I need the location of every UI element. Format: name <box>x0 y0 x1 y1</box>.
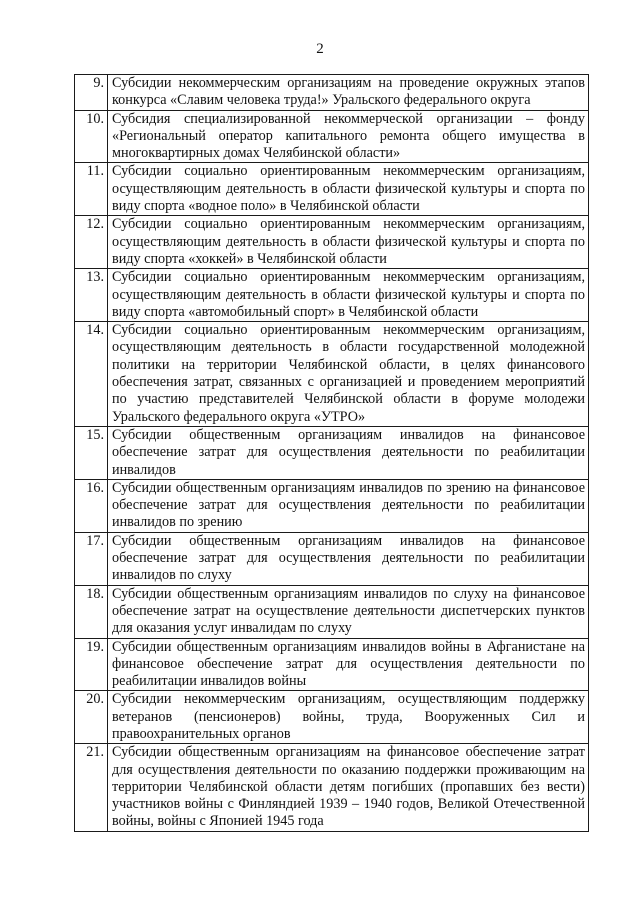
table-row <box>75 163 589 216</box>
row-text: Субсидии социально ориентированным некоммерческим организациям, осуществляющим деятельность в области физической культуры и спорта по виду спорта «автомобильный спорт» в Челябинской области <box>108 269 589 322</box>
row-number: 14. <box>75 322 108 427</box>
row-text: Субсидия специализированной некоммерческой организации – фонду «Региональный оператор капитального ремонта общего имущества в многоквартирных домах Челябинской области» <box>108 110 589 163</box>
subsidy-list-body <box>75 75 589 832</box>
table-row <box>75 75 589 111</box>
row-number: 16. <box>75 479 108 532</box>
row-number: 17. <box>75 532 108 585</box>
row-number: 12. <box>75 216 108 269</box>
table-row <box>75 744 589 831</box>
table-row <box>75 691 589 744</box>
row-text: Субсидии социально ориентированным некоммерческим организациям, осуществляющим деятельность в области физической культуры и спорта по виду спорта «хоккей» в Челябинской области <box>108 216 589 269</box>
table-row <box>75 269 589 322</box>
row-text: Субсидии общественным организациям инвалидов по зрению на финансовое обеспечение затрат для осуществления деятельности по реабилитации инвалидов по зрению <box>108 479 589 532</box>
table-row <box>75 638 589 691</box>
row-number: 13. <box>75 269 108 322</box>
table-row <box>75 532 589 585</box>
row-number: 21. <box>75 744 108 831</box>
row-text: Субсидии общественным организациям инвалидов войны в Афганистане на финансовое обеспечение затрат для осуществления деятельности по реабилитации инвалидов войны <box>108 638 589 691</box>
table-row <box>75 479 589 532</box>
row-number: 20. <box>75 691 108 744</box>
row-text: Субсидии некоммерческим организациям на проведение окружных этапов конкурса «Славим человека труда!» Уральского федерального округа <box>108 75 589 111</box>
row-number: 19. <box>75 638 108 691</box>
row-number: 11. <box>75 163 108 216</box>
page-number: 2 <box>316 41 324 57</box>
subsidy-list-table <box>74 74 589 832</box>
table-row <box>75 585 589 638</box>
row-text: Субсидии общественным организациям на финансовое обеспечение затрат для осуществления деятельности по оказанию поддержки проживающим на территории Челябинской области детям погибших (пропавших без вести) участников войны с Финляндией 1939 – 1940 годов, Великой Отечественной войны, войны с Японией 1945 года <box>108 744 589 831</box>
row-number: 18. <box>75 585 108 638</box>
row-text: Субсидии некоммерческим организациям, осуществляющим поддержку ветеранов (пенсионеров) войны, труда, Вооруженных Сил и правоохранительных органов <box>108 691 589 744</box>
table-row <box>75 216 589 269</box>
row-text: Субсидии социально ориентированным некоммерческим организациям, осуществляющим деятельность в области физической культуры и спорта по виду спорта «водное поло» в Челябинской области <box>108 163 589 216</box>
row-number: 9. <box>75 75 108 111</box>
row-text: Субсидии общественным организациям инвалидов на финансовое обеспечение затрат для осуществления деятельности по реабилитации инвалидов <box>108 426 589 479</box>
row-text: Субсидии общественным организациям инвалидов на финансовое обеспечение затрат для осуществления деятельности по реабилитации инвалидов по слуху <box>108 532 589 585</box>
row-text: Субсидии социально ориентированным некоммерческим организациям, осуществляющим деятельность в области государственной молодежной политики на территории Челябинской области, в целях финансового обеспечения затрат, связанных с организацией и проведением мероприятий по участию представителей Челябинской области в форуме молодежи Уральского федерального округа «УТРО» <box>108 322 589 427</box>
table-row <box>75 110 589 163</box>
row-number: 10. <box>75 110 108 163</box>
row-number: 15. <box>75 426 108 479</box>
table-row <box>75 426 589 479</box>
table-row <box>75 322 589 427</box>
row-text: Субсидии общественным организациям инвалидов по слуху на финансовое обеспечение затрат на осуществление деятельности диспетчерских пунктов для оказания услуг инвалидам по слуху <box>108 585 589 638</box>
